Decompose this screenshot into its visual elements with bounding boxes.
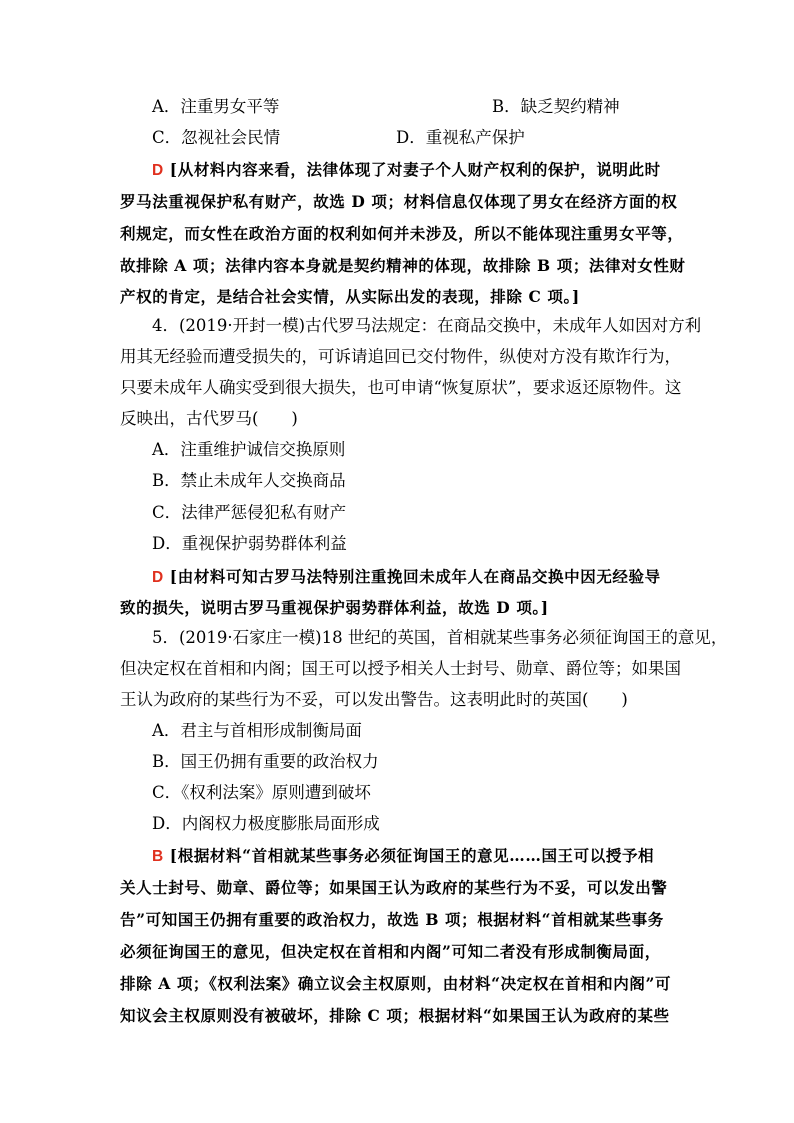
q3-explanation-line-5: 产权的肯定，是结合社会实情，从实际出发的表现，排除 C 项。] (120, 287, 580, 306)
q5-option-b: B．国王仍拥有重要的政治权力 (152, 752, 379, 771)
q5-stem-line-2: 但决定权在首相和内阁；国王可以授予相关人士封号、勋章、爵位等；如果国 (120, 659, 681, 678)
q5-answer-key: B (152, 848, 164, 865)
q5-explanation-line-1: B [根据材料“首相就某些事务必须征询国王的意见……国王可以授予相 (152, 846, 655, 865)
q3-option-a: A．注重男女平等 (152, 97, 280, 116)
q5-stem-line-3: 王认为政府的某些行为不妥，可以发出警告。这表明此时的英国( ) (120, 690, 628, 709)
q4-option-b: B．禁止未成年人交换商品 (152, 471, 346, 490)
q3-option-c: C．忽视社会民情 (152, 128, 281, 147)
q4-option-d: D．重视保护弱势群体利益 (152, 534, 347, 553)
q5-explanation-line-4: 必须征询国王的意见，但决定权在首相和内阁”可知二者没有形成制衡局面， (120, 942, 661, 961)
q3-explanation-line-3: 利规定，而女性在政治方面的权利如何并未涉及，所以不能体现注重男女平等， (120, 224, 684, 243)
q5-explanation-line-5: 排除 A 项；《权利法案》确立议会主权原则，由材料“决定权在首相和内阁”可 (120, 974, 672, 993)
q4-option-a: A．注重维护诚信交换原则 (152, 440, 346, 459)
q4-explanation-line-2: 致的损失，说明古罗马重视保护弱势群体利益，故选 D 项。] (120, 598, 549, 617)
q3-options-row-1 (152, 97, 712, 117)
q3-option-b: B．缺乏契约精神 (492, 97, 620, 116)
q5-explanation-line-3: 告”可知国王仍拥有重要的政治权力，故选 B 项；根据材料“首相就某些事务 (120, 910, 664, 929)
q3-explanation-line-2: 罗马法重视保护私有财产，故选 D 项；材料信息仅体现了男女在经济方面的权 (120, 192, 678, 211)
q3-explanation-line-4: 故排除 A 项；法律内容本身就是契约精神的体现，故排除 B 项；法律对女性财 (120, 256, 686, 275)
q5-stem-line-1: 5．(2019·石家庄一模)18 世纪的英国，首相就某些事务必须征询国王的意见， (152, 628, 728, 647)
q4-option-c: C．法律严惩侵犯私有财产 (152, 503, 347, 522)
q4-stem-line-1: 4．(2019·开封一模)古代罗马法规定：在商品交换中，未成年人如因对方利 (152, 316, 702, 335)
q4-stem-line-2: 用其无经验而遭受损失的，可诉请追回已交付物件，纵使对方没有欺诈行为， (120, 347, 681, 366)
q5-explanation-line-2: 关人士封号、勋章、爵位等；如果国王认为政府的某些行为不妥，可以发出警 (120, 878, 668, 897)
q4-explanation-line-1: D [由材料可知古罗马法特别注重挽回未成年人在商品交换中因无经验导 (152, 567, 661, 586)
q5-option-d: D．内阁权力极度膨胀局面形成 (152, 814, 380, 833)
q4-stem-line-4: 反映出，古代罗马( ) (120, 409, 298, 428)
q3-options-row-2 (152, 128, 712, 148)
q5-option-c: C．《权利法案》原则遭到破坏 (152, 783, 371, 802)
q4-stem-line-3: 只要未成年人确实受到很大损失，也可申请“恢复原状”，要求返还原物件。这 (120, 378, 682, 397)
q3-option-d: D．重视私产保护 (396, 128, 525, 147)
q5-explanation-line-6: 知议会主权原则没有被破坏，排除 C 项；根据材料“如果国王认为政府的某些 (120, 1006, 670, 1025)
q4-answer-key: D (152, 569, 164, 586)
q3-explanation-line-1: D [从材料内容来看，法律体现了对妻子个人财产权利的保护，说明此时 (152, 160, 661, 179)
q3-answer-key: D (152, 162, 164, 179)
q5-option-a: A．君主与首相形成制衡局面 (152, 721, 362, 740)
